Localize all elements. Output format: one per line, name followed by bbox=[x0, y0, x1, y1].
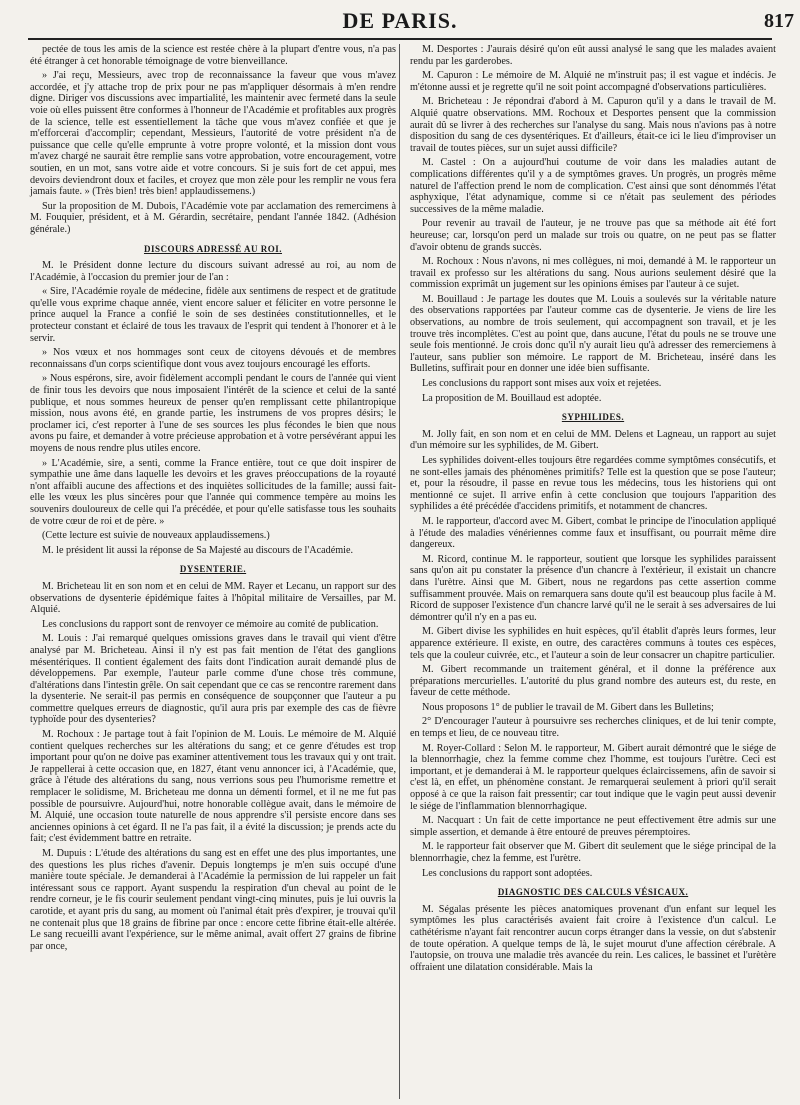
paragraph: pectée de tous les amis de la science est restée chère à la plupart d'entre vous, n'a pas été étranger à cet honorable témoignage de votre bienveillance. bbox=[30, 44, 396, 67]
paragraph: M. Desportes : J'aurais désiré qu'on eût aussi analysé le sang que les malades avaient rendu par les garderobes. bbox=[410, 44, 776, 67]
paragraph: » Nos vœux et nos hommages sont ceux de citoyens dévoués et de membres reconnaissans d'un corps scientifique dont vous avez toujours encouragé les efforts. bbox=[30, 347, 396, 370]
paragraph: M. Castel : On a aujourd'hui coutume de voir dans les maladies autant de complications différentes qu'il y a de symptômes graves. Un progrès, un progrès même naturel de l'affection prend le nom de complication. C'est ainsi que sont dénommés l'état asphyxique, l'état adynamique, comme si ce n'était pas seulement des périodes successives de la même maladie. bbox=[410, 157, 776, 215]
paragraph: Les conclusions du rapport sont adoptées. bbox=[422, 867, 593, 879]
paragraph: M. le rapporteur, d'accord avec M. Gibert, combat le principe de l'inoculation appliqué à l'étude des maladies vénériennes comme faux et insuffisant, ou pourrait même dire dangereux. bbox=[410, 515, 776, 551]
paragraph: » J'ai reçu, Messieurs, avec trop de reconnaissance la faveur que vous m'avez accordée, et j'y attache trop de prix pour ne pas m'appliquer désormais à m'en rendre digne. Diriger vos discussions avec impartialité, les maintenir avec fermeté dans la seule voie où elles puissent être conformes à l'honneur de l'Académie et profitables aux progrès de la science, telle est essentiellement la tâche que vous m'avez confiée et que je m'efforcerai d'accomplir; cependant, Messieurs, l'autorité de votre président n'a de puissance que celle qu'elle emprunte à votre propre volonté, et la mission dont vous m'avez chargé ne saurait être remplie sans votre approbation, votre encouragement, votre soutien, en un mot, sans votre aide et votre concours. Si je suis fort de cet appui, mes devoirs deviendront doux et faciles, et croyez que mon zèle pour les remplir ne vous fera jamais faute. » (Très bien! très bien! applaudissemens.) bbox=[30, 70, 396, 198]
paragraph: » L'Académie, sire, a senti, comme la France entière, tout ce que doit inspirer de sympathie une âme dans laquelle les devoirs et les graves préoccupations de la royauté n'ont affaibli aucune des affections et des inquiètes sollicitudes de la famille; aussi fait-elle les vœux les plus sincères pour que l'année qui commence tempère au moins les souvenirs douloureux de celle qui l'a précédée, et pour qu'elle satisfasse tous les souhaits de votre cœur de roi et de père. » bbox=[30, 457, 396, 527]
section-heading: DIAGNOSTIC DES CALCULS VÉSICAUX. bbox=[497, 887, 689, 898]
paragraph: M. Dupuis : L'étude des altérations du sang est en effet une des plus importantes, une des questions les plus riches d'avenir. Depuis longtemps je m'en suis occupé d'une manière toute spéciale. Je demanderai à l'Académie la permission de lui rappeler un fait intéressant sous ce rapport. Ayant suspendu la respiration d'un cheval au point de le rendre corneur, je le fis courir seulement pendant vingt-cinq minutes, puis je lui ouvris la carotide, et ayant pris du sang, au moment où l'animal était près d'expirer, je trouvai qu'il ne contenait plus que 18 grains de fibrine par once : encore cette fibrine était-elle altérée. Le sang recueilli avant l'expérience, sur le même animal, avait offert 27 grains de fibrine par once, bbox=[30, 848, 396, 952]
paragraph: M. Bricheteau : Je répondrai d'abord à M. Capuron qu'il y a dans le travail de M. Alquié quatre observations. MM. Rochoux et Desportes pensent que la commission aurait dû se livrer à des recherches sur l'analyse du sang. Mais nous n'avions pas à notre disposition du sang de ces dysentériques. Et d'ailleurs, était-ce ici le lieu d'improviser un travail de toutes pièces, sur un sujet aussi difficile? bbox=[410, 96, 776, 154]
paragraph: M. Gibert recommande un traitement général, et il donne la préférence aux préparations mercurielles. L'autorité du plus grand nombre des auteurs est, du reste, en faveur de cette méthode. bbox=[410, 664, 776, 699]
right-column bbox=[410, 44, 776, 976]
paragraph: » Nous espérons, sire, avoir fidèlement accompli pendant le cours de l'année qui vient de finir tous les devoirs que nous imposaient l'intérêt de la science et celui de la santé publique, et nous sommes heureux de penser qu'en remplissant cette philantropique mission, nous avons été, en grande partie, les instrumens de vos propres désirs; le proclamer ici, c'est reporter à l'une de ses sources les plus fécondes le bien que nous avons pu faire, et demander à votre précieuse approbation et à votre persévérant appui les moyens de nous rendre plus utiles encore. bbox=[30, 373, 396, 454]
paragraph: 2° D'encourager l'auteur à poursuivre ses recherches cliniques, et de lui tenir compte, en temps et lieu, de ce nouveau titre. bbox=[410, 716, 776, 740]
paragraph: Les conclusions du rapport sont de renvoyer ce mémoire au comité de publication. bbox=[42, 618, 379, 630]
page-number: 817 bbox=[764, 10, 794, 32]
section-heading: SYPHILIDES. bbox=[561, 412, 625, 423]
paragraph: M. Gibert divise les syphilides en huit espèces, qu'il établit d'après leurs formes, leur apparence extérieure. Il existe, en outre, des caractères communs à toutes ces espèces, tels que la couleur cuivrée, etc., et l'auteur a soin de leur consacrer un chapitre particulier. bbox=[410, 626, 776, 661]
section-heading: DYSENTERIE. bbox=[179, 564, 247, 575]
paragraph: M. Nacquart : Un fait de cette importance ne peut effectivement être admis sur une simple assertion, et demande à être entouré de preuves péremptoires. bbox=[410, 815, 776, 838]
paragraph: M. le président lit aussi la réponse de Sa Majesté au discours de l'Académie. bbox=[42, 544, 354, 556]
paragraph: M. Royer-Collard : Selon M. le rapporteur, M. Gibert aurait démontré que le siége de la blennorrhagie, chez la femme comme chez l'homme, est toujours l'urètre. Ceci est important, et je demanderai à M. le rapporteur quelques éclaircissemens, afin de savoir si c'est là, en effet, un phénomène constant. Je remarquerai seulement à priori qu'il serait opposé à ce que la raison fait pressentir; car tout indique que le vagin peut aussi devenir le siége de l'inflammation blennorrhagique. bbox=[410, 742, 776, 812]
paragraph: M. Jolly fait, en son nom et en celui de MM. Delens et Lagneau, un rapport au sujet d'un mémoire sur les syphilides, de M. Gibert. bbox=[410, 428, 776, 452]
page-title: DE PARIS. bbox=[342, 8, 458, 33]
paragraph: Pour revenir au travail de l'auteur, je ne trouve pas que sa méthode ait été fort heureuse; car, lorsqu'on perd un malade sur trois ou quatre, on ne peut pas se flatter d'avoir obtenu de grands succès. bbox=[410, 218, 776, 253]
paragraph: « Sire, l'Académie royale de médecine, fidèle aux sentimens de respect et de gratitude qu'elle vous exprime chaque année, vient encore saluer et féliciter en votre personne le prince auquel la France a confié le soin de ses destinées constitutionnelles, et le protecteur constant et éclairé de tous les travaux de l'esprit qui tendent à l'honorer et à le servir. bbox=[30, 286, 396, 344]
paragraph: M. le Président donne lecture du discours suivant adressé au roi, au nom de l'Académie, à l'occasion du premier jour de l'an : bbox=[30, 260, 396, 283]
paragraph: M. Bouillaud : Je partage les doutes que M. Louis a soulevés sur la véritable nature des observations rapportées par l'auteur comme cas de dysenterie. Je viens de lire les observations, au nombre de trois seulement, qui accompagnent son travail, et je les trouve très incomplètes. C'est au point que, dans aucune, l'état du pouls ne se trouve une seule fois mentionné. Je crois donc qu'il n'y aurait lieu qu'à adresser des remerciemens à l'auteur, sans publier son mémoire. Le rapport de M. Bricheteau, inséré dans les Bulletins, suffirait pour en donner une idée bien suffisante. bbox=[410, 293, 776, 375]
paragraph: Les conclusions du rapport sont mises aux voix et rejetées. bbox=[422, 378, 662, 390]
paragraph: M. Rochoux : Je partage tout à fait l'opinion de M. Louis. Le mémoire de M. Alquié contient quelques recherches sur les altérations du sang; et ce genre d'études est trop important pour qu'on ne doive pas examiner attentivement tous les travaux qui y ont trait. Je rappellerai à cette occasion que, en 1827, étant venu annoncer ici, à l'Académie, que, grâce à l'étude des altérations du sang, nous verrions sous peu l'humorisme remettre et remplacer le solidisme, M. Bricheteau me donna un démenti formel, et il ne me fut pas possible de poursuivre. Aujourd'hui, notre honorable collègue avait, dans le mémoire de M. Alquié, une occasion toute naturelle de nous apprendre s'il persiste encore dans ses anciennes opinions à cet égard. Il ne l'a pas fait, il a évité la discussion; je prends acte du fait; c'est évidemment battre en retraite. bbox=[30, 729, 396, 845]
paragraph: (Cette lecture est suivie de nouveaux applaudissemens.) bbox=[42, 530, 270, 542]
paragraph: M. Ricord, continue M. le rapporteur, soutient que lorsque les syphilides paraissent sans qu'on ait pu constater la présence d'un chancre à l'extérieur, il existait un chancre dans l'urètre. Ainsi que M. Gibert, nous ne regardons pas cette assertion comme suffisamment prouvée. Mais on remarquera sans doute qu'il est beaucoup plus facile à M. Ricord de supposer l'existence d'un chancre larvé qu'il ne le serait à ses adversaires de lui démontrer qu'il n'y en a pas eu. bbox=[410, 553, 776, 623]
paragraph: M. Capuron : Le mémoire de M. Alquié ne m'instruit pas; il est vague et indécis. Je m'étonne aussi et je regrette qu'il ne soit point accompagné d'observations particulières. bbox=[410, 70, 776, 93]
paragraph: M. Bricheteau lit en son nom et en celui de MM. Rayer et Lecanu, un rapport sur des observations de dysenterie épidémique faites à l'hôpital militaire de Versailles, par M. Alquié. bbox=[30, 580, 396, 616]
paragraph: M. Ségalas présente les pièces anatomiques provenant d'un enfant sur lequel les symptômes les plus caractérisés avaient fait croire à l'existence d'un calcul. Le cathétérisme n'ayant fait rencontrer aucun corps étranger dans la vessie, on dut s'abstenir de toute opération. A quelque temps de là, le sujet mourut d'une affection cérébrale. A l'autopsie, on trouva une maladie très avancée du rein. Les calices, le bassinet et l'urètère offraient une dilatation considérable. Mais la bbox=[410, 903, 776, 973]
paragraph: Nous proposons 1° de publier le travail de M. Gibert dans les Bulletins; bbox=[422, 701, 714, 713]
page-header bbox=[0, 0, 800, 40]
paragraph: La proposition de M. Bouillaud est adoptée. bbox=[422, 392, 602, 404]
paragraph: M. le rapporteur fait observer que M. Gibert dit seulement que le siége principal de la blennorrhagie, chez la femme, est l'urètre. bbox=[410, 841, 776, 864]
header-rule bbox=[28, 38, 772, 40]
paragraph: M. Rochoux : Nous n'avons, ni mes collègues, ni moi, demandé à M. le rapporteur un travail ex professo sur les altérations du sang. Nous aurions seulement désiré que la commission exprimât un jugement sur les opinions émises par l'auteur à ce sujet. bbox=[410, 256, 776, 291]
column-divider bbox=[399, 44, 400, 1099]
left-column bbox=[30, 44, 396, 955]
section-heading: DISCOURS ADRESSÉ AU ROI. bbox=[143, 243, 283, 254]
paragraph: M. Louis : J'ai remarqué quelques omissions graves dans le travail qui vient d'être analysé par M. Bricheteau. Ainsi il n'y est pas fait mention de l'état des ganglions mésentériques. Il contient également des faits dont l'indication aurait demandé plus de développemens. Par exemple, l'auteur parle comme d'une chose très commune, d'altérations dans l'intestin grêle. On sait cependant que ce cas se rencontre rarement dans la dysenterie. Ne serait-il pas permis en conséquence de soupçonner que l'auteur a pu commettre quelques erreurs de diagnostic, qu'il aura pris par exemple des cas de fièvre typhoïde pour des dysenteries? bbox=[30, 633, 396, 726]
paragraph: Sur la proposition de M. Dubois, l'Académie vote par acclamation des remercimens à M. Fouquier, président, et à M. Gérardin, secrétaire, pendant l'année 1842. (Adhésion générale.) bbox=[30, 200, 396, 235]
paragraph: Les syphilides doivent-elles toujours être regardées comme symptômes consécutifs, et ne sont-elles jamais des phénomènes primitifs? Telle est la question que se pose l'auteur; et, pour la résoudre, il passe en revue tous les médecins, tous les historiens qui ont mentionné ce sujet. Il arrive enfin à cette conclusion que toujours l'apparition des syphilides a été précédée d'accidens primitifs, et notamment de chancres. bbox=[410, 455, 776, 513]
